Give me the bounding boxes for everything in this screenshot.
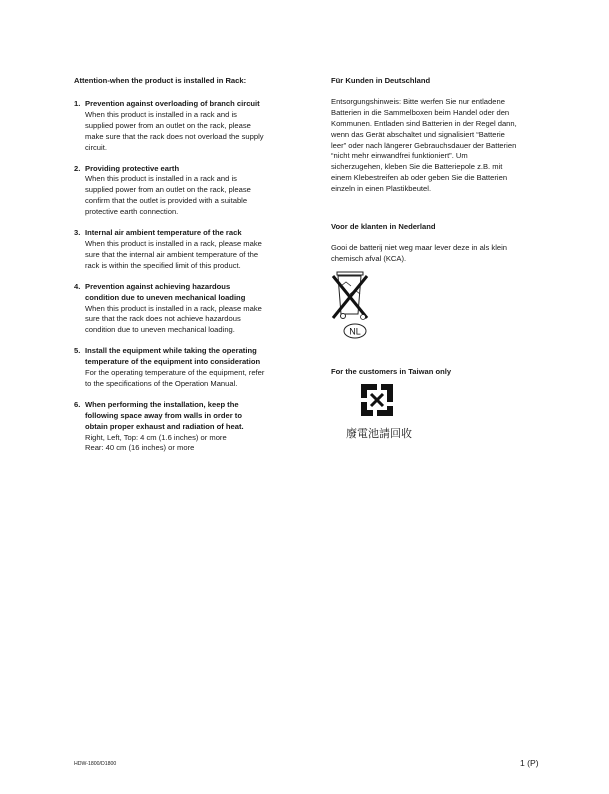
item-number: 4. xyxy=(74,281,81,291)
taiwan-recycle-text: 廢電池請回收 xyxy=(346,428,412,440)
taiwan-recycle-icon xyxy=(355,380,399,420)
item-number: 1. xyxy=(74,99,81,108)
list-item xyxy=(74,346,304,390)
list-item xyxy=(74,400,304,455)
rack-notice-title: Attention-when the product is installed in Rack: xyxy=(74,76,247,85)
germany-title: Für Kunden in Deutschland xyxy=(331,76,431,85)
taiwan-section xyxy=(331,367,546,378)
page-number: 1 (P) xyxy=(520,758,539,768)
list-item xyxy=(74,164,304,219)
recycle-arrow xyxy=(377,406,393,416)
item-body: When this product is installed in a rack, please make sure that the internal air ambient temperature of the rack is within the specified limit of this product. xyxy=(85,238,262,270)
list-item xyxy=(74,99,304,154)
item-heading: Prevention against overloading of branch circuit xyxy=(85,99,260,108)
crossed-bin-nl-icon xyxy=(331,270,371,342)
item-heading: Prevention against achieving hazardous condition due to uneven mechanical loading xyxy=(85,281,246,302)
item-body: When this product is installed in a rack and is supplied power from an outlet on the rack, please confirm that the outlet is provided with a suitable protective earth connection. xyxy=(85,174,251,217)
nl-badge: NL xyxy=(349,326,361,337)
netherlands-title: Voor de klanten in Nederland xyxy=(331,222,436,231)
rack-notice-list xyxy=(74,99,304,464)
recycle-arrow xyxy=(381,384,393,402)
recycle-center xyxy=(371,394,383,406)
registered-mark xyxy=(361,315,366,320)
item-number: 3. xyxy=(74,228,81,238)
bin-lid xyxy=(337,272,363,275)
item-body: For the operating temperature of the equipment, refer to the specifications of the Operation Manual. xyxy=(85,368,265,388)
list-item xyxy=(74,282,304,337)
model-number: HDW-1800/D1800 xyxy=(74,761,117,767)
item-number: 5. xyxy=(74,346,81,356)
item-body: When this product is installed in a rack, please make sure that the rack does not achieve hazardous condition due to uneven mechanical loading. xyxy=(85,303,262,335)
netherlands-section xyxy=(331,222,546,265)
netherlands-body: Gooi de batterij niet weg maar lever deze in als klein chemisch afval (KCA). xyxy=(331,242,508,263)
item-heading: Providing protective earth xyxy=(85,163,180,173)
item-heading: When performing the installation, keep the following space away from walls in order to obtain proper exhaust and radiation of heat. xyxy=(85,399,244,431)
bin-wheel xyxy=(341,314,346,319)
taiwan-title: For the customers in Taiwan only xyxy=(331,367,452,376)
item-number: 2. xyxy=(74,163,81,173)
germany-body: Entsorgungshinweis: Bitte werfen Sie nur entladene Batterien in die Sammelboxen beim Handel oder den Kommunen. Entladen sind Batterien in der Regel dann, wenn das Gerät abschaltet und signalisiert “Batterie leer” oder nach längerer Gebrauchsdauer der Batterien “nicht mehr einwandfrei funktioniert”. Um sicherzugehen, kleben Sie die Batteriepole z.B. mit einem Klebestreifen ab oder geben Sie die Batterien einzeln in einen Plastikbeutel. xyxy=(331,96,517,194)
list-item xyxy=(74,228,304,272)
item-heading: Internal air ambient temperature of the rack xyxy=(85,228,242,238)
item-body: When this product is installed in a rack and is supplied power from an outlet on the rack, please make sure that the rack does not overload the supply circuit. xyxy=(85,109,264,152)
item-heading: Install the equipment while taking the operating temperature of the equipment into consideration xyxy=(85,346,261,367)
item-number: 6. xyxy=(74,399,81,409)
item-body: Right, Left, Top: 4 cm (1.6 inches) or more Rear: 40 cm (16 inches) or more xyxy=(85,432,227,453)
germany-section xyxy=(331,76,546,195)
